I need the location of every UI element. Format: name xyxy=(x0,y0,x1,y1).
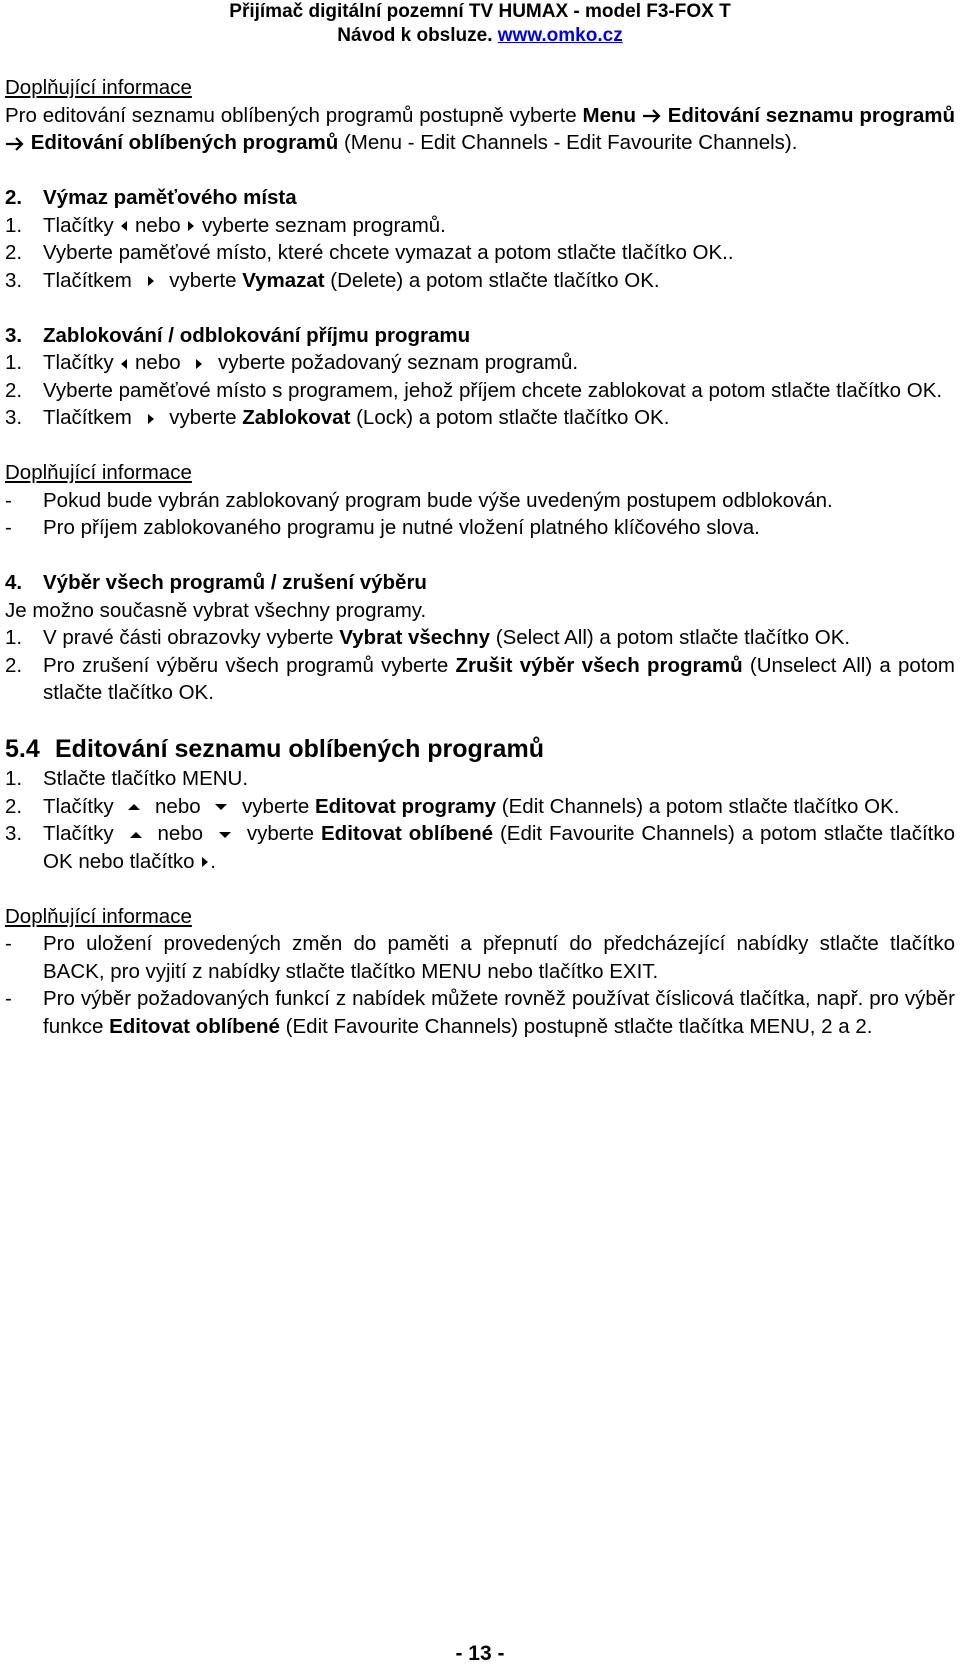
step-text: Tlačítky xyxy=(43,213,114,237)
website-link[interactable]: www.omko.cz xyxy=(497,25,623,46)
step-text: Pro zrušení výběru všech programů vyberte xyxy=(43,653,456,677)
delete-keyword: Vymazat xyxy=(242,268,325,292)
list-number: 3. xyxy=(5,406,23,429)
step-text: vyberte xyxy=(246,822,321,845)
list-number: 1. xyxy=(5,767,23,790)
arrow-right-icon xyxy=(642,109,662,123)
info-text: Pro uložení provedených změn do paměti a přepnutí do předcházející nabídky stlačte tlačítko BACK, pro vyjití z nabídky stlačte tlačítko MENU nebo tlačítko EXIT. xyxy=(43,932,955,983)
section-number: 2. xyxy=(5,186,23,209)
list-item xyxy=(5,930,955,985)
list-dash: - xyxy=(5,516,12,539)
section-number: 4. xyxy=(5,571,23,594)
list-item xyxy=(5,267,955,295)
info-block-favourites xyxy=(5,74,955,157)
list-item xyxy=(5,212,955,240)
triangle-right-icon xyxy=(200,856,210,868)
info-text: (Edit Favourite Channels) postupně stlačte tlačítka MENU, 2 a 2. xyxy=(279,1014,873,1038)
info-heading: Doplňující informace xyxy=(5,904,192,928)
step-text: (Unselect All) a potom stlačte tlačítko OK. xyxy=(43,653,955,704)
step-text: Stlačte tlačítko MENU. xyxy=(43,767,249,790)
page-number: - 13 - xyxy=(455,1642,505,1665)
list-item xyxy=(5,820,955,875)
info-block-lock xyxy=(5,459,955,542)
step-text: Tlačítky xyxy=(43,822,114,845)
info-text: Pro editování seznamu oblíbených programů postupně vyberte xyxy=(5,103,583,127)
info-text: (Menu - Edit Channels - Edit Favourite Channels). xyxy=(343,131,798,154)
edit-channels-keyword: Editovat programy xyxy=(314,794,497,818)
list-dash: - xyxy=(5,488,12,512)
triangle-left-icon xyxy=(119,358,129,370)
list-number: 2. xyxy=(5,378,23,402)
step-text: Tlačítky xyxy=(43,351,114,374)
step-text: vyberte seznam programů. xyxy=(202,213,446,237)
page-header xyxy=(0,0,960,48)
info-heading: Doplňující informace xyxy=(5,76,192,99)
section-title: Výmaz paměťového místa xyxy=(43,186,297,209)
chapter-title: Editování seznamu oblíbených programů xyxy=(55,735,544,763)
list-number: 3. xyxy=(5,822,23,845)
step-text: (Edit Channels) a potom stlačte tlačítko OK. xyxy=(496,794,900,818)
step-text: vyberte xyxy=(242,794,315,818)
chapter-number: 5.4 xyxy=(5,735,40,763)
arrow-right-icon xyxy=(5,137,25,151)
step-text: (Lock) a potom stlačte tlačítko OK. xyxy=(350,406,670,429)
section-heading xyxy=(5,184,955,212)
step-text: vyberte xyxy=(169,406,243,429)
step-text: V pravé části obrazovky vyberte xyxy=(43,626,340,649)
edit-favourites-keyword: Editování oblíbených programů xyxy=(30,131,339,154)
section-select-all xyxy=(5,569,955,707)
list-number: 2. xyxy=(5,241,23,264)
section-number: 3. xyxy=(5,323,23,347)
step-text: nebo xyxy=(155,794,201,818)
list-dash: - xyxy=(5,932,12,955)
list-item xyxy=(5,239,955,267)
list-item xyxy=(5,793,955,821)
header-title: Přijímač digitální pozemní TV HUMAX - model F3-FOX T xyxy=(229,1,731,22)
step-text: (Edit Favourite Channels) a potom stlačte tlačítko OK nebo tlačítko xyxy=(43,822,955,873)
step-text: Vyberte paměťové místo, které chcete vymazat a potom stlačte tlačítko OK.. xyxy=(43,241,734,264)
info-text: Pro výběr požadovaných funkcí z nabídek můžete rovněž používat číslicová tlačítka, např. pro výběr funkce xyxy=(43,987,955,1038)
triangle-right-icon xyxy=(194,358,204,370)
triangle-down-icon xyxy=(218,830,232,840)
list-item xyxy=(5,349,955,377)
section-title: Výběr všech programů / zrušení výběru xyxy=(43,571,427,594)
triangle-up-icon xyxy=(129,830,143,840)
lock-keyword: Zablokovat xyxy=(242,406,351,429)
list-item xyxy=(5,652,955,707)
step-text: nebo xyxy=(135,213,181,237)
step-text: vyberte požadovaný seznam programů. xyxy=(218,351,579,374)
info-heading: Doplňující informace xyxy=(5,461,192,484)
step-text: nebo xyxy=(157,822,204,845)
section-title: Zablokování / odblokování příjmu programu xyxy=(43,323,471,347)
list-item xyxy=(5,487,955,515)
list-number: 2. xyxy=(5,794,23,818)
step-text: Vyberte paměťové místo s programem, jehož příjem chcete zablokovat a potom stlačte tlačítko OK. xyxy=(43,378,943,402)
list-item xyxy=(5,377,955,405)
header-subtitle xyxy=(0,24,960,48)
list-item xyxy=(5,404,955,432)
list-item xyxy=(5,514,955,542)
select-all-keyword: Vybrat všechny xyxy=(339,626,491,649)
section-edit-favourites xyxy=(5,734,955,875)
info-block-navigation xyxy=(5,903,955,1041)
edit-favourites-keyword: Editovat oblíbené xyxy=(321,822,494,845)
step-text: Tlačítkem xyxy=(43,268,132,292)
triangle-right-icon xyxy=(186,220,196,232)
list-dash: - xyxy=(5,987,12,1010)
edit-channel-list-keyword: Editování seznamu programů xyxy=(667,103,955,127)
list-number: 1. xyxy=(5,626,23,649)
step-text: vyberte xyxy=(169,268,243,292)
edit-favourites-keyword: Editovat oblíbené xyxy=(109,1014,280,1038)
info-text: Pokud bude vybrán zablokovaný program bude výše uvedeným postupem odblokován. xyxy=(43,488,833,512)
triangle-down-icon xyxy=(214,802,228,812)
menu-keyword: Menu xyxy=(582,103,637,127)
step-text: (Select All) a potom stlačte tlačítko OK. xyxy=(490,626,851,649)
list-number: 2. xyxy=(5,653,23,677)
info-paragraph xyxy=(5,102,955,157)
step-text: (Delete) a potom stlačte tlačítko OK. xyxy=(324,268,660,292)
page-content xyxy=(5,74,955,1040)
list-number: 1. xyxy=(5,213,23,237)
step-text: Tlačítky xyxy=(43,794,114,818)
triangle-left-icon xyxy=(119,220,129,232)
section-delete-memory xyxy=(5,184,955,294)
triangle-right-icon xyxy=(146,413,156,425)
list-item xyxy=(5,765,955,793)
section-heading xyxy=(5,322,955,350)
list-number: 1. xyxy=(5,351,23,374)
unselect-all-keyword: Zrušit výběr všech programů xyxy=(455,653,743,677)
step-text: nebo xyxy=(135,351,181,374)
header-manual-label: Návod k obsluze. xyxy=(337,25,493,46)
info-text: Pro příjem zablokovaného programu je nutné vložení platného klíčového slova. xyxy=(43,516,760,539)
list-number: 3. xyxy=(5,268,23,292)
step-text: . xyxy=(210,849,216,873)
section-intro: Je možno současně vybrat všechny programy. xyxy=(5,598,427,622)
step-text: Tlačítkem xyxy=(43,406,132,429)
list-item xyxy=(5,985,955,1040)
section-heading xyxy=(5,569,955,597)
triangle-right-icon xyxy=(146,275,156,287)
triangle-up-icon xyxy=(127,802,141,812)
list-item xyxy=(5,624,955,652)
section-lock-unlock xyxy=(5,322,955,432)
chapter-heading xyxy=(5,734,955,764)
